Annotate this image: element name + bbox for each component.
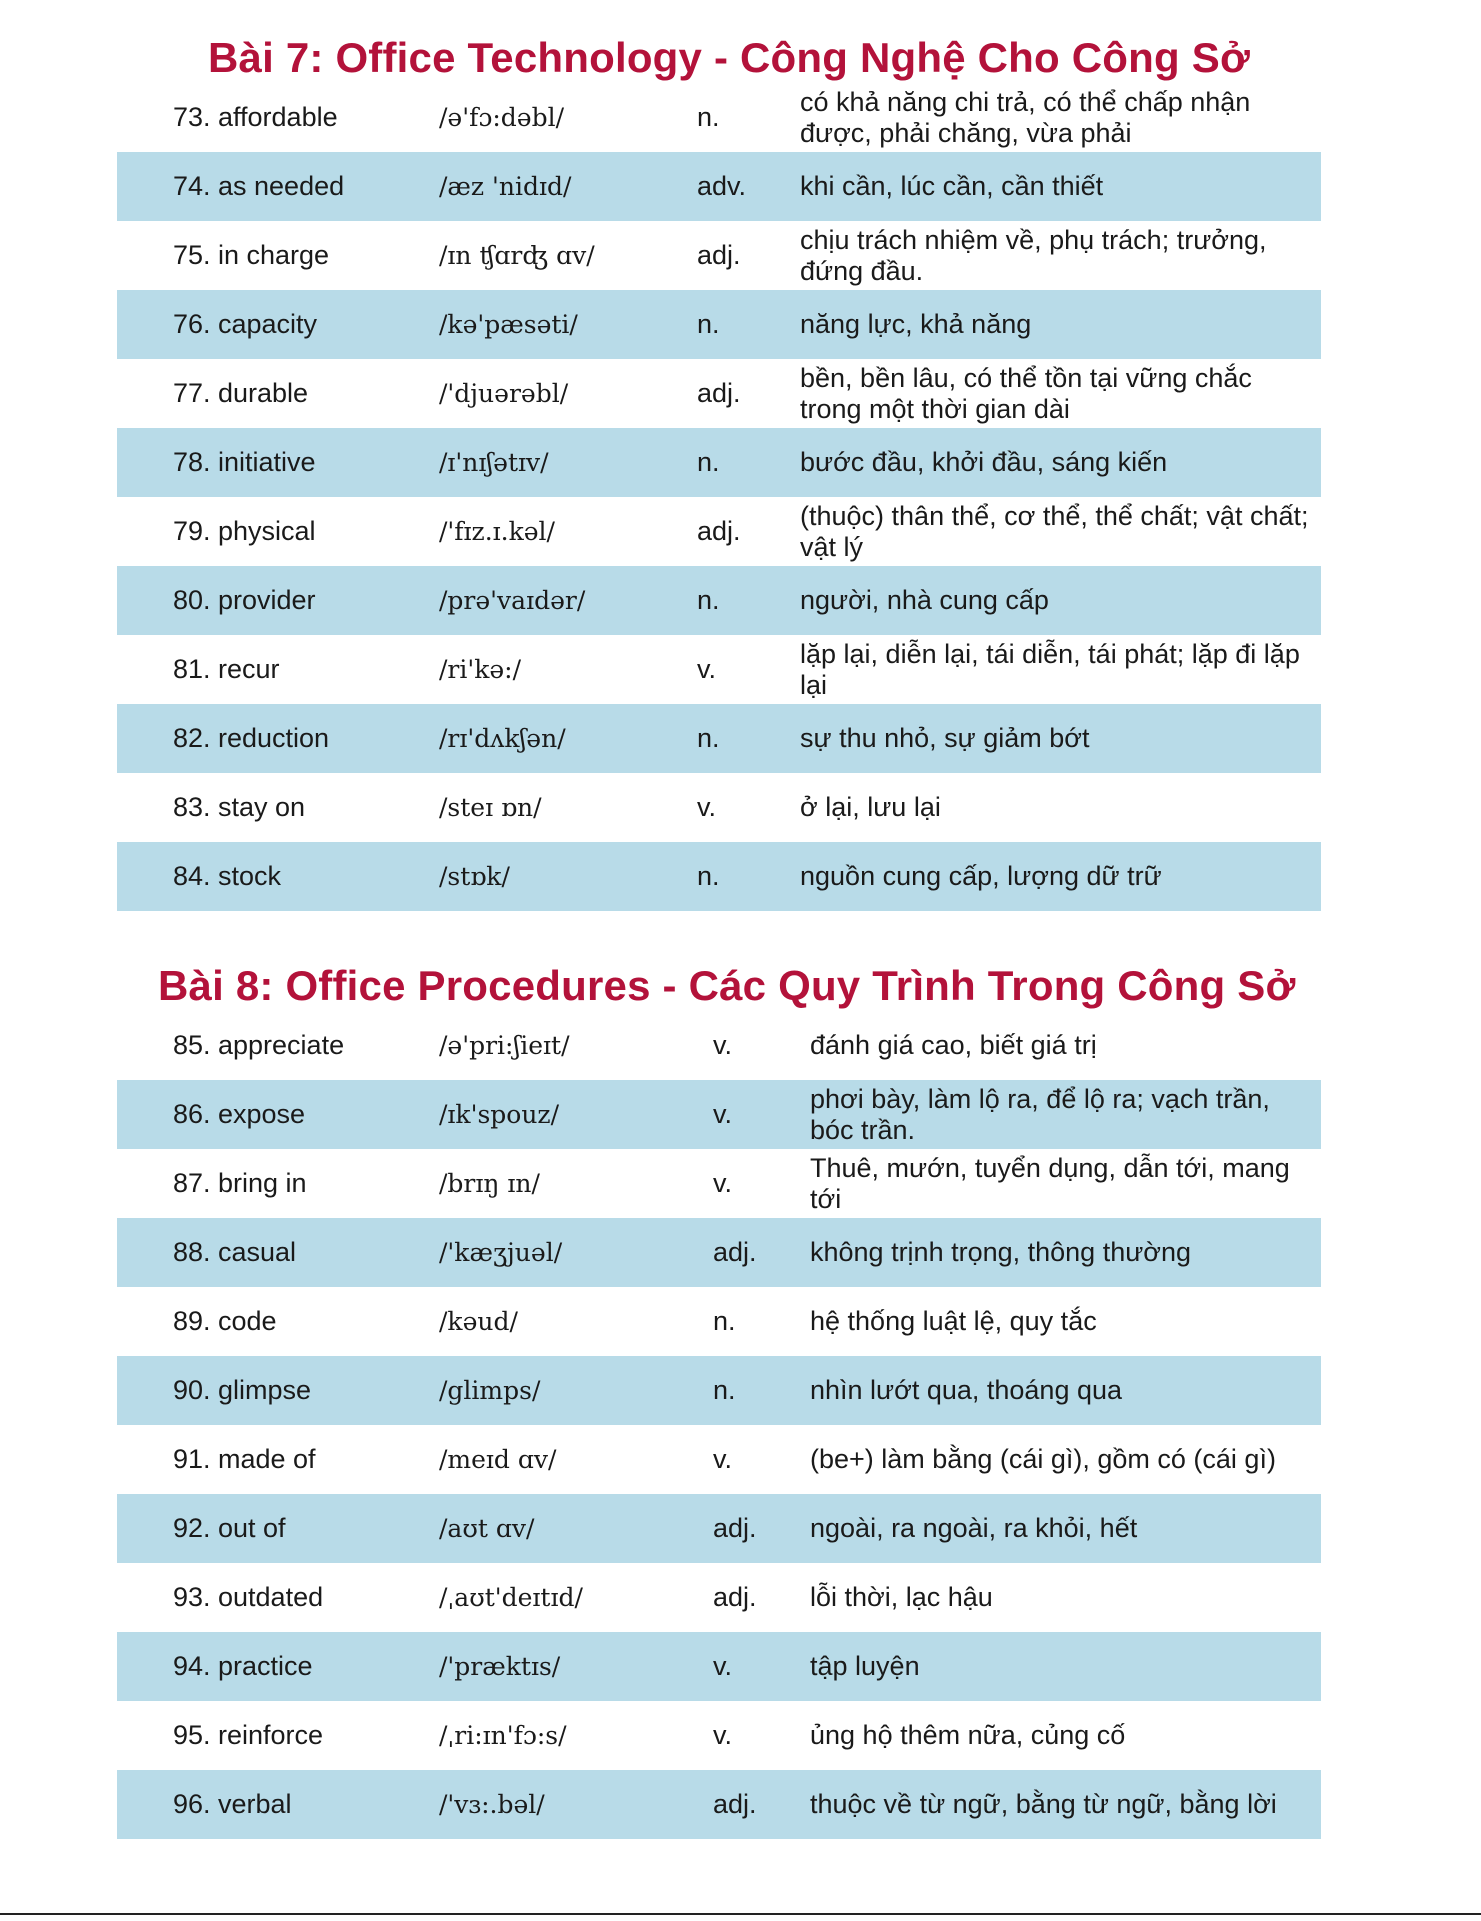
entry-number: 81. [173,654,211,684]
section-title-lesson-7: Bài 7: Office Technology - Công Nghệ Cho Công Sở [208,34,1251,81]
vocab-row [117,359,1321,428]
entry-pronunciation: /ri'kə:/ [439,655,522,684]
entry-pronunciation: /steɪ ɒn/ [439,793,542,822]
vocab-row [117,1770,1321,1839]
vocab-row [117,221,1321,290]
vocab-row [117,1287,1321,1356]
entry-part-of-speech: v. [713,1444,732,1474]
entry-number: 92. [173,1513,211,1543]
entry-part-of-speech: n. [697,309,720,339]
entry-word: glimpse [218,1375,312,1405]
vocab-row [117,497,1321,566]
entry-word: appreciate [218,1030,345,1060]
entry-definition: ngoài, ra ngoài, ra khỏi, hết [810,1513,1138,1543]
entry-pronunciation: /kəud/ [439,1307,518,1336]
entry-word: affordable [218,102,338,132]
vocab-table-lesson-8 [117,1011,1321,1839]
entry-word: bring in [218,1168,307,1198]
vocab-row [117,1425,1321,1494]
entry-number: 83. [173,792,211,822]
entry-part-of-speech: n. [697,585,720,615]
vocab-row [117,152,1321,221]
entry-definition: thuộc về từ ngữ, bằng từ ngữ, bằng lời [810,1789,1277,1819]
entry-definition: (thuộc) thân thể, cơ thể, thể chất; vật chất; vật lý [800,500,1309,562]
entry-word: in charge [218,240,330,270]
entry-pronunciation: /aʊt ɑv/ [439,1514,535,1543]
vocab-row [117,1563,1321,1632]
entry-number: 95. [173,1720,211,1750]
entry-pronunciation: /meɪd ɑv/ [439,1445,557,1474]
entry-pronunciation: /rɪ'dʌkʃən/ [439,724,566,753]
entry-word: stay on [218,792,306,822]
entry-pronunciation: /ˌaʊt'deɪtɪd/ [439,1583,583,1612]
vocab-row [117,1356,1321,1425]
entry-definition: nguồn cung cấp, lượng dữ trữ [800,861,1162,891]
entry-number: 74. [173,171,211,201]
entry-pronunciation: /kə'pæsəti/ [439,310,578,339]
entry-number: 78. [173,447,211,477]
entry-word: out of [218,1513,286,1543]
entry-number: 91. [173,1444,211,1474]
entry-definition: lặp lại, diễn lại, tái diễn, tái phát; lặp đi lặp lại [800,638,1300,700]
entry-part-of-speech: v. [713,1651,732,1681]
entry-word: casual [218,1237,297,1267]
entry-part-of-speech: adj. [713,1237,757,1267]
entry-definition: khi cần, lúc cần, cần thiết [800,171,1104,201]
entry-part-of-speech: adj. [697,240,741,270]
entry-part-of-speech: v. [713,1099,732,1129]
entry-definition: người, nhà cung cấp [800,585,1049,615]
entry-word: physical [218,516,316,546]
entry-part-of-speech: n. [697,861,720,891]
entry-part-of-speech: n. [713,1306,736,1336]
entry-pronunciation: /brɪŋ ɪn/ [439,1169,540,1198]
entry-word: provider [218,585,316,615]
entry-number: 88. [173,1237,211,1267]
entry-word: expose [218,1099,306,1129]
vocab-row [117,1494,1321,1563]
entry-part-of-speech: v. [697,654,716,684]
vocab-table-lesson-7 [117,83,1321,911]
entry-pronunciation: /ə'fɔ:dəbl/ [439,103,564,132]
entry-definition: hệ thống luật lệ, quy tắc [810,1306,1097,1336]
entry-word: verbal [218,1789,292,1819]
entry-number: 73. [173,102,211,132]
entry-word: code [218,1306,277,1336]
vocab-row [117,566,1321,635]
entry-pronunciation: /'præktɪs/ [439,1652,561,1681]
entry-number: 89. [173,1306,211,1336]
entry-definition: phơi bày, làm lộ ra, để lộ ra; vạch trần, bóc trần. [810,1083,1270,1145]
entry-definition: năng lực, khả năng [800,309,1032,339]
entry-part-of-speech: adj. [713,1582,757,1612]
entry-word: capacity [218,309,318,339]
entry-number: 85. [173,1030,211,1060]
entry-number: 86. [173,1099,211,1129]
entry-pronunciation: /ɪ'nɪʃətɪv/ [439,448,549,477]
entry-number: 96. [173,1789,211,1819]
entry-definition: (be+) làm bằng (cái gì), gồm có (cái gì) [810,1444,1276,1474]
entry-definition: Thuê, mướn, tuyển dụng, dẫn tới, mang tới [810,1152,1290,1214]
entry-word: recur [218,654,280,684]
vocab-row [117,1011,1321,1080]
entry-pronunciation: /ɪk'spouz/ [439,1100,560,1129]
entry-definition: nhìn lướt qua, thoáng qua [810,1375,1123,1405]
entry-number: 94. [173,1651,211,1681]
entry-part-of-speech: adj. [713,1513,757,1543]
entry-pronunciation: /'fɪz.ɪ.kəl/ [439,517,555,546]
entry-word: practice [218,1651,313,1681]
entry-part-of-speech: adj. [713,1789,757,1819]
entry-pronunciation: /stɒk/ [439,862,510,891]
vocab-row [117,1218,1321,1287]
entry-pronunciation: /ˌri:ɪn'fɔ:s/ [439,1721,567,1750]
vocab-row [117,704,1321,773]
entry-number: 82. [173,723,211,753]
entry-definition: ở lại, lưu lại [800,792,941,822]
entry-word: outdated [218,1582,324,1612]
entry-pronunciation: /'djuərəbl/ [439,379,569,408]
entry-number: 75. [173,240,211,270]
bottom-divider [0,1913,1481,1915]
vocab-row [117,1632,1321,1701]
entry-number: 90. [173,1375,211,1405]
entry-pronunciation: /ɪn ʧɑrʤ ɑv/ [439,241,595,270]
entry-number: 87. [173,1168,211,1198]
entry-definition: không trịnh trọng, thông thường [810,1237,1192,1267]
entry-definition: lỗi thời, lạc hậu [810,1582,993,1612]
entry-part-of-speech: adj. [697,378,741,408]
section-title-lesson-8: Bài 8: Office Procedures - Các Quy Trình Trong Công Sở [158,962,1296,1009]
entry-word: initiative [218,447,316,477]
entry-definition: bước đầu, khởi đầu, sáng kiến [800,447,1168,477]
vocab-row [117,773,1321,842]
entry-number: 84. [173,861,211,891]
entry-word: reinforce [218,1720,324,1750]
entry-number: 79. [173,516,211,546]
entry-part-of-speech: v. [697,792,716,822]
vocab-row [117,428,1321,497]
entry-word: made of [218,1444,316,1474]
entry-definition: bền, bền lâu, có thể tồn tại vững chắc trong một thời gian dài [800,362,1252,424]
entry-definition: chịu trách nhiệm về, phụ trách; trưởng, đứng đầu. [800,224,1267,286]
entry-definition: đánh giá cao, biết giá trị [810,1030,1097,1060]
entry-pronunciation: /prə'vaɪdər/ [439,586,586,615]
entry-part-of-speech: adj. [697,516,741,546]
entry-pronunciation: /glimps/ [439,1376,541,1405]
entry-number: 93. [173,1582,211,1612]
entry-pronunciation: /'kæʒjuəl/ [439,1238,563,1267]
vocab-row [117,1149,1321,1218]
vocab-row [117,1701,1321,1770]
entry-part-of-speech: n. [713,1375,736,1405]
entry-part-of-speech: n. [697,102,720,132]
entry-part-of-speech: n. [697,447,720,477]
entry-part-of-speech: n. [697,723,720,753]
vocab-row [117,1080,1321,1149]
entry-word: reduction [218,723,330,753]
entry-pronunciation: /'vɜ:.bəl/ [439,1790,545,1819]
entry-number: 80. [173,585,211,615]
entry-number: 77. [173,378,211,408]
vocab-row [117,83,1321,152]
entry-part-of-speech: adv. [697,171,747,201]
entry-definition: tập luyện [810,1651,920,1681]
entry-part-of-speech: v. [713,1720,732,1750]
entry-definition: sự thu nhỏ, sự giảm bớt [800,723,1090,753]
entry-pronunciation: /ə'pri:ʃieɪt/ [439,1031,570,1060]
entry-word: as needed [218,171,345,201]
vocab-row [117,842,1321,911]
entry-word: stock [218,861,282,891]
entry-pronunciation: /æz 'nidɪd/ [439,172,572,201]
entry-part-of-speech: v. [713,1030,732,1060]
entry-number: 76. [173,309,211,339]
entry-definition: ủng hộ thêm nữa, củng cố [810,1720,1126,1750]
entry-part-of-speech: v. [713,1168,732,1198]
vocab-row [117,635,1321,704]
vocab-row [117,290,1321,359]
entry-word: durable [218,378,309,408]
entry-definition: có khả năng chi trả, có thể chấp nhận được, phải chăng, vừa phải [800,86,1251,148]
